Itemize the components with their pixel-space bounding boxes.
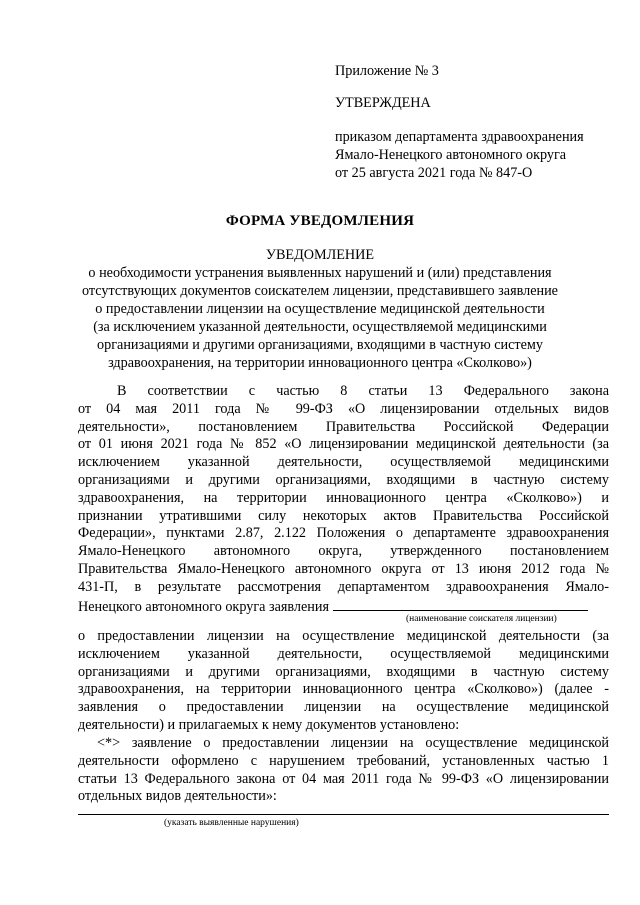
- text-line: 431-П, в результате рассмотрения департаментом здравоохранения Ямало-: [78, 578, 609, 595]
- text-line: статьи 13 Федерального закона от 04 мая 2011 года № 99-ФЗ «О лицензировании: [78, 770, 609, 787]
- text-line: здравоохранения, на территории инновационного центра «Сколково») и: [78, 489, 609, 506]
- applicant-caption: (наименование соискателя лицензии): [406, 614, 557, 624]
- text-line: организациями и другими организациями, входящими в частную систему: [78, 471, 609, 488]
- text-line: Правительства Ямало-Ненецкого автономного округа от 13 июня 2012 года №: [78, 560, 609, 577]
- text-line: В соответствии с частью 8 статьи 13 Федерального закона: [117, 383, 609, 399]
- text-line: <*> заявление о предоставлении лицензии на осуществление медицинской: [97, 735, 609, 751]
- notice-title: УВЕДОМЛЕНИЕ: [265, 247, 375, 263]
- notice-subtitle-line: здравоохранения, на территории инновационного центра «Сколково»): [108, 355, 532, 371]
- text-line: исключением указанной деятельности, осуществляемой медицинскими: [78, 645, 609, 662]
- approved-label: УТВЕРЖДЕНА: [335, 95, 431, 111]
- approval-block: [335, 62, 635, 182]
- text-line: деятельности», постановлением Правительства Российской Федерации: [78, 418, 609, 435]
- paragraph-application: [78, 628, 609, 735]
- text-line: исключением указанной деятельности, осуществляемой медицинскими: [78, 454, 609, 471]
- text-line: о предоставлении лицензии на осуществление медицинской деятельности (за: [78, 628, 609, 644]
- text-line: организациями и другими организациями, входящими в частную систему: [78, 663, 609, 680]
- notice-subtitle-line: организациями и другими организациями, входящими в частную систему: [97, 337, 543, 353]
- notice-subtitle-line: (за исключением указанной деятельности, осуществляемой медицинскими: [93, 319, 547, 335]
- text-line: от 01 июня 2021 года № 852 «О лицензировании медицинской деятельности (за: [78, 436, 609, 453]
- text-line-with-field: [78, 597, 609, 615]
- order-line: от 25 августа 2021 года № 847-О: [335, 165, 533, 181]
- notice-subtitle-line: о необходимости устранения выявленных нарушений и (или) представления: [88, 265, 552, 281]
- text-line: отдельных видов деятельности»:: [78, 788, 277, 805]
- notice-subtitle-line: о предоставлении лицензии на осуществление медицинской деятельности: [95, 301, 545, 317]
- text-line: деятельности оформлено с нарушением требований, установленных частью 1: [78, 752, 609, 769]
- appendix-number: Приложение № 3: [335, 63, 439, 79]
- notice-subtitle-line: отсутствующих документов соискателем лицензии, представившего заявление: [82, 283, 558, 299]
- form-title: ФОРМА УВЕДОМЛЕНИЯ: [225, 213, 415, 229]
- text-line: Федерации», пунктами 2.87, 2.122 Положения о департаменте здравоохранения: [78, 525, 609, 542]
- violations-field[interactable]: [78, 814, 609, 815]
- text-line: заявления о предоставлении лицензии на осуществление медицинской: [78, 699, 609, 716]
- text-line: Ненецкого автономного округа заявления: [78, 598, 330, 615]
- notice-heading: [78, 246, 562, 372]
- violations-caption: (указать выявленные нарушения): [164, 818, 299, 828]
- order-line: приказом департамента здравоохранения: [335, 129, 584, 145]
- text-line: от 04 мая 2011 года № 99-ФЗ «О лицензировании отдельных видов: [78, 400, 609, 417]
- text-line: здравоохранения, на территории инновационного центра «Сколково») (далее -: [78, 681, 609, 698]
- paragraph-violations: [78, 735, 609, 806]
- text-line: Ямало-Ненецкого автономного округа, утвержденного постановлением: [78, 543, 609, 560]
- text-line: деятельности) и прилагаемых к нему документов установлено:: [78, 716, 460, 733]
- text-line: признании утратившими силу некоторых актов Правительства Российской: [78, 507, 609, 524]
- order-line: Ямало-Ненецкого автономного округа: [335, 147, 567, 163]
- paragraph-legal-basis: [78, 383, 609, 614]
- applicant-name-field[interactable]: [333, 597, 588, 611]
